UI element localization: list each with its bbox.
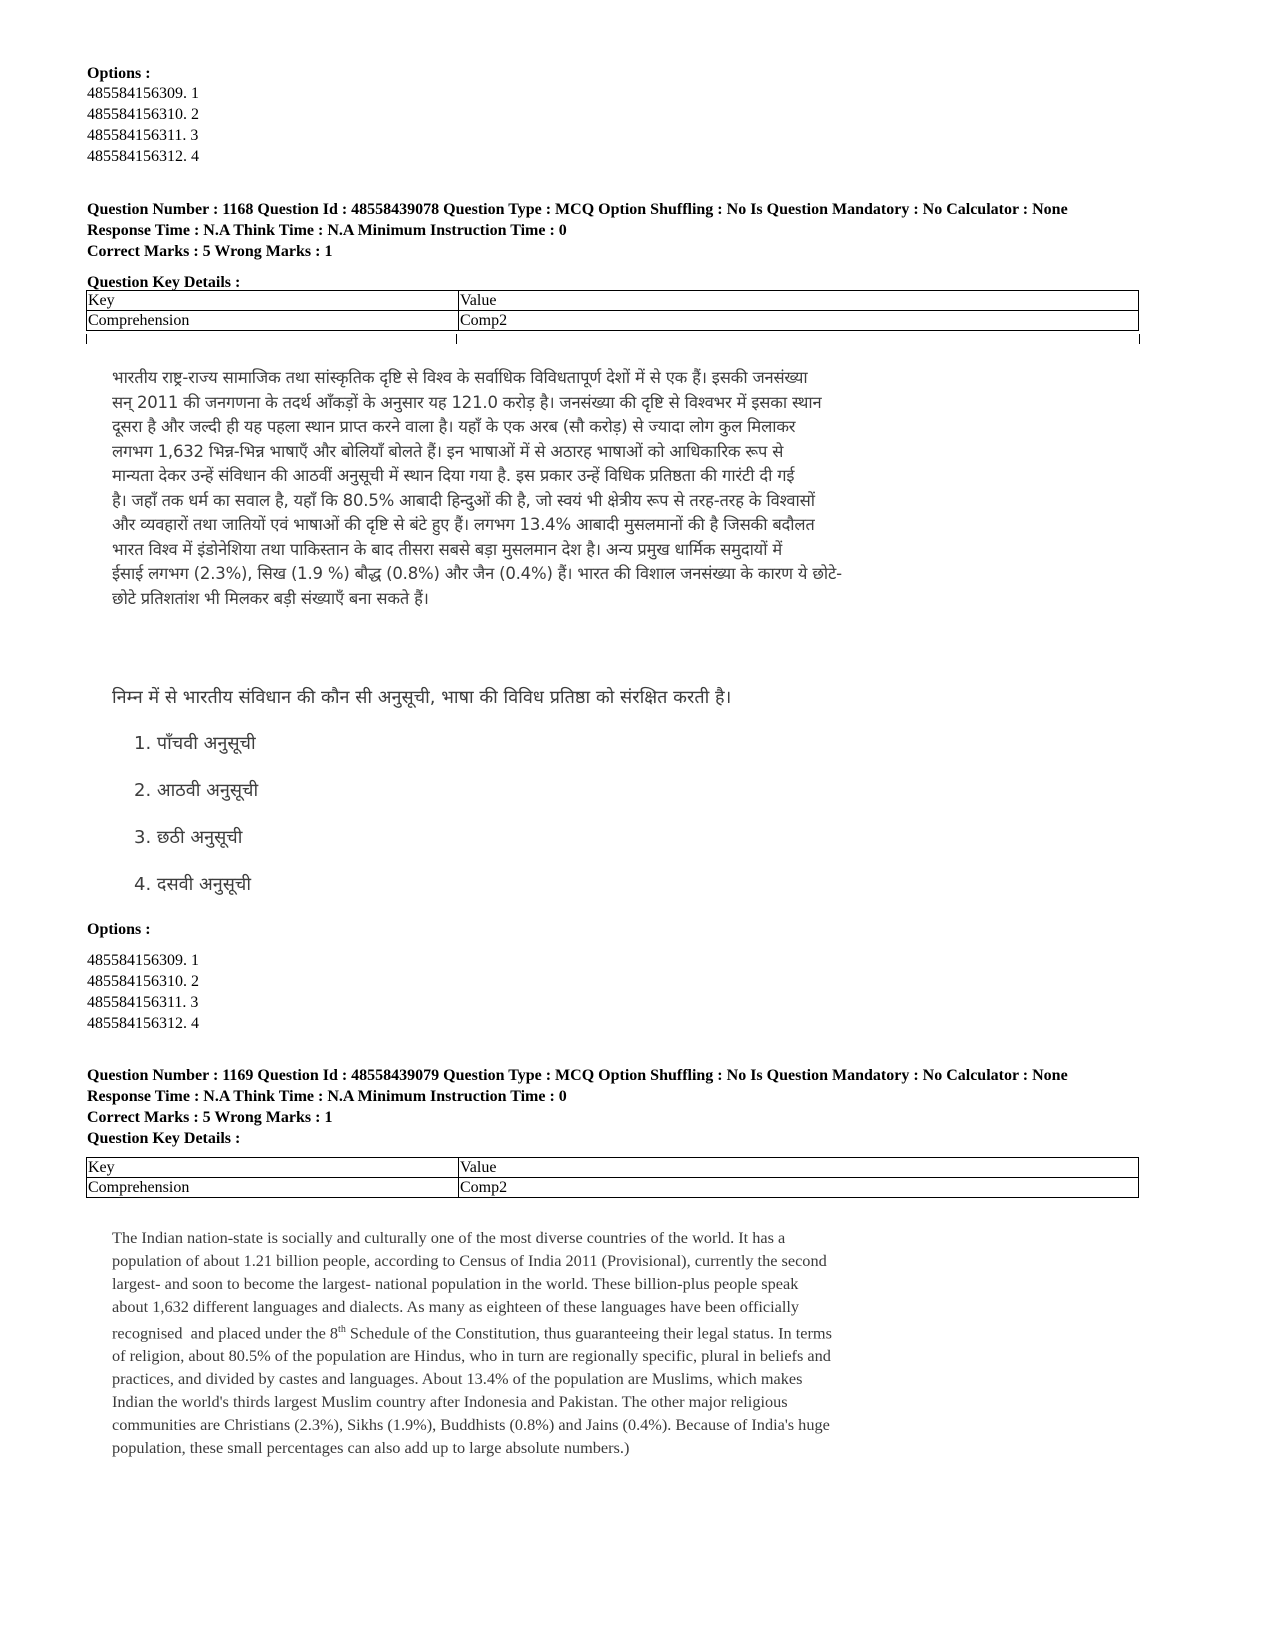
key-details-table [86, 1157, 1139, 1198]
ordinal-suffix: th [338, 1324, 346, 1335]
passage-line: about 1,632 different languages and dialects. As many as eighteen of these languages have been officially [112, 1297, 800, 1316]
table-page-break-mark [1139, 334, 1140, 344]
passage-line: communities are Christians (2.3%), Sikhs (1.9%), Buddhists (0.8%) and Jains (0.4%). Because of India's huge [112, 1415, 830, 1435]
passage-line: लगभग 1,632 भिन्न-भिन्न भाषाएँ और बोलियाँ बोलते हैं। इन भाषाओं में से अठारह भाषाओं को आधिकारिक रूप से [112, 441, 784, 461]
option-item: 485584156309. 1 [87, 85, 199, 102]
question-marks-line: Correct Marks : 5 Wrong Marks : 1 [87, 1109, 333, 1126]
hindi-passage [112, 366, 962, 611]
passage-segment: recognised and placed under the 8 [112, 1323, 339, 1343]
passage-line: population, these small percentages can also add up to large absolute numbers.) [112, 1438, 630, 1458]
option-list [87, 83, 199, 167]
value-header: Value [459, 291, 1139, 311]
passage-line: ईसाई लगभग (2.3%), सिख (1.9 %) बौद्ध (0.8%) और जैन (0.4%) हैं। भारत की विशाल जनसंख्या के कारण ये छोटे- [112, 564, 842, 583]
key-details-label: Question Key Details : [87, 274, 241, 291]
question-timing-line: Response Time : N.A Think Time : N.A Minimum Instruction Time : 0 [87, 1088, 567, 1105]
question-meta-line: Question Number : 1169 Question Id : 48558439079 Question Type : MCQ Option Shuffling : No Is Question Mandatory : No Calculator : None [87, 1067, 1068, 1084]
passage-line: of religion, about 80.5% of the population are Hindus, who in turn are regionally specific, plural in beliefs and [112, 1346, 831, 1366]
key-cell: Comprehension [87, 311, 459, 331]
table-page-break-mark [86, 334, 87, 344]
option-item: 485584156309. 1 [87, 952, 199, 969]
english-passage [112, 1226, 992, 1459]
table-header-row [87, 1158, 1139, 1178]
passage-line: भारतीय राष्ट्र-राज्य सामाजिक तथा सांस्कृतिक दृष्टि से विश्व के सर्वाधिक विविधतापूर्ण देशों में से एक हैं। इसकी जनसंख्या [112, 368, 808, 387]
key-header: Key [87, 291, 459, 311]
passage-line: और व्यवहारों तथा जातियों एवं भाषाओं की दृष्टि से बंटे हुए हैं। लगभग 13.4% आबादी मुसलमानों की है जिसकी बदौलत [112, 515, 815, 534]
passage-line: The Indian nation-state is socially and culturally one of the most diverse countries of the world. It has a [112, 1228, 786, 1247]
option-item: 485584156312. 4 [87, 1015, 199, 1032]
key-cell: Comprehension [87, 1178, 459, 1198]
options-label: Options : [87, 921, 151, 938]
option-list [87, 950, 199, 1034]
passage-line: मान्यता देकर उन्हें संविधान की आठवीं अनुसूची में स्थान दिया गया है. इस प्रकार उन्हें विधिक प्रतिष्ठता की गारंटी दी गई [112, 466, 795, 485]
passage-line: दूसरा है और जल्दी ही यह पहला स्थान प्राप्त करने वाला है। यहाँ के एक अरब (सौ करोड़) से ज्यादा लोग कुल मिलाकर [112, 417, 796, 436]
answer-choice-list [134, 720, 258, 908]
passage-segment: Schedule of the Constitution, thus guaranteeing their legal status. In terms [345, 1323, 832, 1343]
answer-choice: 3. छठी अनुसूची [134, 827, 243, 848]
table-header-row [87, 291, 1139, 311]
question-text: निम्न में से भारतीय संविधान की कौन सी अनुसूची, भाषा की विविध प्रतिष्ठा को संरक्षित करती है। [112, 687, 732, 708]
option-item: 485584156310. 2 [87, 106, 199, 123]
question-meta-line: Question Number : 1168 Question Id : 48558439078 Question Type : MCQ Option Shuffling : No Is Question Mandatory : No Calculator : None [87, 201, 1068, 218]
passage-line: population of about 1.21 billion people, according to Census of India 2011 (Provisional), currently the second [112, 1251, 827, 1270]
value-header: Value [459, 1158, 1139, 1178]
answer-choice: 4. दसवी अनुसूची [134, 874, 252, 895]
option-item: 485584156310. 2 [87, 973, 199, 990]
options-label: Options : [87, 65, 151, 82]
passage-line: छोटे प्रतिशतांश भी मिलकर बड़ी संख्याएँ बना सकते हैं। [112, 588, 429, 608]
passage-line: practices, and divided by castes and languages. About 13.4% of the population are Muslims, which makes [112, 1369, 803, 1389]
answer-choice: 1. पाँचवी अनुसूची [134, 733, 256, 754]
answer-choice: 2. आठवी अनुसूची [134, 780, 259, 801]
option-item: 485584156311. 3 [87, 994, 199, 1011]
passage-line: Indian the world's thirds largest Muslim country after Indonesia and Pakistan. The other major religious [112, 1392, 788, 1412]
key-details-table [86, 290, 1139, 331]
option-item: 485584156312. 4 [87, 148, 199, 165]
value-cell: Comp2 [459, 311, 1139, 331]
option-item: 485584156311. 3 [87, 127, 199, 144]
question-timing-line: Response Time : N.A Think Time : N.A Minimum Instruction Time : 0 [87, 222, 567, 239]
value-cell: Comp2 [459, 1178, 1139, 1198]
passage-line: सन् 2011 की जनगणना के तदर्थ आँकड़ों के अनुसार यह 121.0 करोड़ है। जनसंख्या की दृष्टि से विश्वभर में इसका स्थान [112, 392, 822, 412]
passage-line [112, 1318, 992, 1344]
key-details-label: Question Key Details : [87, 1130, 241, 1147]
passage-line: largest- and soon to become the largest- national population in the world. These billion-plus people speak [112, 1274, 799, 1293]
table-page-break-mark [456, 334, 457, 344]
question-marks-line: Correct Marks : 5 Wrong Marks : 1 [87, 243, 333, 260]
table-row [87, 311, 1139, 331]
table-row [87, 1178, 1139, 1198]
passage-line: भारत विश्व में इंडोनेशिया तथा पाकिस्तान के बाद तीसरा सबसे बड़ा मुसलमान देश है। अन्य प्रमुख धार्मिक समुदायों में [112, 539, 783, 559]
passage-line: है। जहाँ तक धर्म का सवाल है, यहाँ कि 80.5% आबादी हिन्दुओं की है, जो स्वयं भी क्षेत्रीय रूप से तरह-तरह के विश्वासों [112, 490, 815, 510]
key-header: Key [87, 1158, 459, 1178]
